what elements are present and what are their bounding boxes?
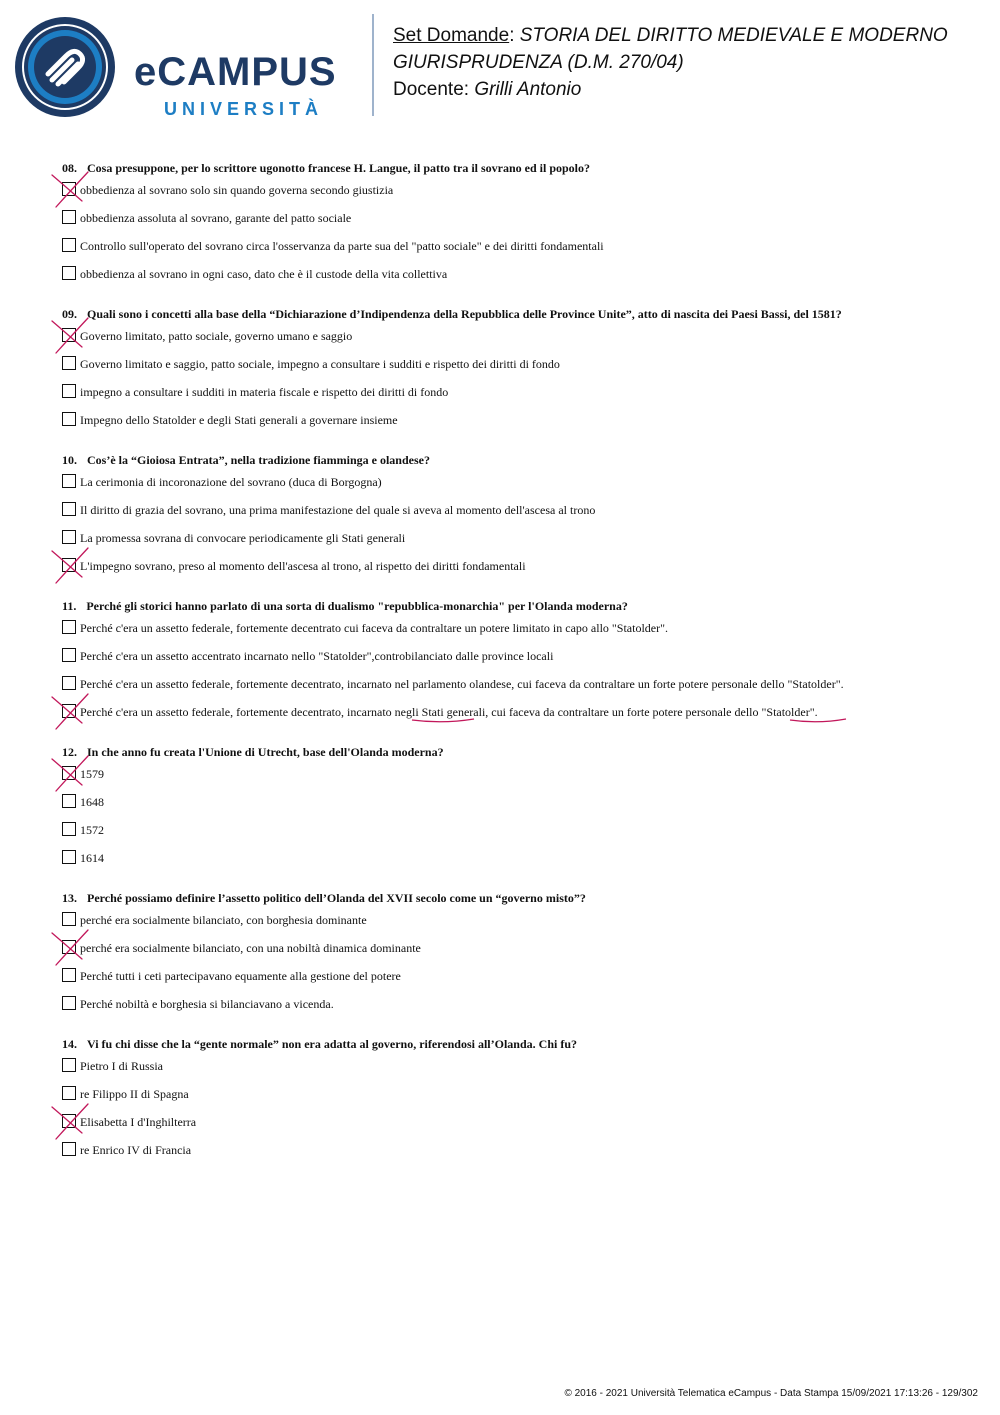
answer-option[interactable] <box>62 822 982 850</box>
answer-checkbox[interactable] <box>62 704 76 718</box>
answer-label: obbedienza al sovrano solo sin quando governa secondo giustizia <box>80 183 394 197</box>
teacher-name: Grilli Antonio <box>474 79 582 100</box>
answer-label: Controllo sull'operato del sovrano circa l'osservanza da parte sua del "patto sociale" e dei diritti fondamentali <box>80 239 604 253</box>
answer-label: 1579 <box>80 767 104 781</box>
answer-option[interactable] <box>62 940 982 968</box>
answer-label: L'impegno sovrano, preso al momento dell'ascesa al trono, al rispetto dei diritti fondamentali <box>80 559 526 573</box>
question-number: 13. <box>62 891 77 905</box>
question-number: 09. <box>62 307 77 321</box>
document-header <box>393 22 983 103</box>
answer-checkbox[interactable] <box>62 266 76 280</box>
question-number: 11. <box>62 599 77 613</box>
answer-checkbox[interactable] <box>62 412 76 426</box>
question-text <box>62 452 982 468</box>
question-label: Cos’è la “Gioiosa Entrata”, nella tradizione fiamminga e olandese? <box>87 453 430 467</box>
page-footer: © 2016 - 2021 Università Telematica eCampus - Data Stampa 15/09/2021 17:13:26 - 129/302 <box>564 1388 978 1399</box>
answer-checkbox[interactable] <box>62 794 76 808</box>
logo-wordmark: eCAMPUS <box>134 50 337 94</box>
answer-option[interactable] <box>62 412 982 440</box>
program-title: GIURISPRUDENZA (D.M. 270/04) <box>393 52 684 73</box>
answer-checkbox[interactable] <box>62 940 76 954</box>
answer-label: Pietro I di Russia <box>80 1059 163 1073</box>
answer-checkbox[interactable] <box>62 502 76 516</box>
answer-checkbox[interactable] <box>62 766 76 780</box>
teacher-label: Docente: <box>393 79 470 100</box>
answer-option[interactable] <box>62 182 982 210</box>
answer-checkbox[interactable] <box>62 384 76 398</box>
answer-option[interactable] <box>62 794 982 822</box>
answer-option[interactable] <box>62 238 982 266</box>
answer-label: 1648 <box>80 795 104 809</box>
answer-checkbox[interactable] <box>62 676 76 690</box>
ecampus-emblem-icon <box>14 16 116 118</box>
answer-label: Impegno dello Statolder e degli Stati generali a governare insieme <box>80 413 398 427</box>
set-colon: : <box>509 25 515 46</box>
answer-checkbox[interactable] <box>62 474 76 488</box>
answer-label: Governo limitato e saggio, patto sociale, impegno a consultare i sudditi e rispetto dei diritti di fondo <box>80 357 560 371</box>
answer-option[interactable] <box>62 328 982 356</box>
question-number: 12. <box>62 745 77 759</box>
answer-checkbox[interactable] <box>62 210 76 224</box>
question-label: Quali sono i concetti alla base della “Dichiarazione d’Indipendenza della Repubblica delle Province Unite”, atto di nascita dei Paesi Bassi, del 1581? <box>87 307 842 321</box>
answer-checkbox[interactable] <box>62 912 76 926</box>
answer-label: impegno a consultare i sudditi in materia fiscale e rispetto dei diritti di fondo <box>80 385 449 399</box>
answer-option[interactable] <box>62 1058 982 1086</box>
answer-label: 1614 <box>80 851 104 865</box>
answer-option[interactable] <box>62 648 982 676</box>
question-block <box>62 598 982 732</box>
question-block <box>62 452 982 586</box>
answer-label: re Enrico IV di Francia <box>80 1143 192 1157</box>
answer-checkbox[interactable] <box>62 356 76 370</box>
answer-label: re Filippo II di Spagna <box>80 1087 189 1101</box>
answer-option[interactable] <box>62 1142 982 1170</box>
answer-option[interactable] <box>62 766 982 794</box>
question-label: Cosa presuppone, per lo scrittore ugonotto francese H. Langue, il patto tra il sovrano ed il popolo? <box>87 161 591 175</box>
answer-option[interactable] <box>62 850 982 878</box>
answer-option[interactable] <box>62 996 982 1024</box>
question-list <box>62 160 982 1182</box>
answer-option[interactable] <box>62 676 982 704</box>
question-label: Perché possiamo definire l’assetto politico dell’Olanda del XVII secolo come un “governo misto”? <box>87 891 586 905</box>
answer-option[interactable] <box>62 474 982 502</box>
answer-option[interactable] <box>62 1086 982 1114</box>
answer-checkbox[interactable] <box>62 620 76 634</box>
answer-label: La cerimonia di incoronazione del sovrano (duca di Borgogna) <box>80 475 382 489</box>
answer-label: Governo limitato, patto sociale, governo umano e saggio <box>80 329 353 343</box>
answer-option[interactable] <box>62 384 982 412</box>
answer-label: Il diritto di grazia del sovrano, una prima manifestazione del quale si aveva al momento dell'ascesa al trono <box>80 503 596 517</box>
question-label: Vi fu chi disse che la “gente normale” non era adatta al governo, riferendosi all’Olanda. Chi fu? <box>87 1037 577 1051</box>
answer-checkbox[interactable] <box>62 1086 76 1100</box>
answer-checkbox[interactable] <box>62 1114 76 1128</box>
answer-label: 1572 <box>80 823 104 837</box>
answer-option[interactable] <box>62 704 982 732</box>
header-line-course <box>393 22 983 49</box>
answer-label: Perché nobiltà e borghesia si bilanciavano a vicenda. <box>80 997 334 1011</box>
answer-option[interactable] <box>62 558 982 586</box>
answer-option[interactable] <box>62 968 982 996</box>
question-block <box>62 890 982 1024</box>
question-text <box>62 890 982 906</box>
answer-option[interactable] <box>62 1114 982 1142</box>
answer-option[interactable] <box>62 266 982 294</box>
header-divider <box>372 14 374 116</box>
answer-checkbox[interactable] <box>62 182 76 196</box>
question-label: In che anno fu creata l'Unione di Utrecht, base dell'Olanda moderna? <box>87 745 444 759</box>
question-block <box>62 160 982 294</box>
answer-label: Perché tutti i ceti partecipavano equamente alla gestione del potere <box>80 969 401 983</box>
question-text <box>62 160 982 176</box>
answer-checkbox[interactable] <box>62 558 76 572</box>
answer-label: Perché c'era un assetto federale, fortemente decentrato cui faceva da contraltare un potere limitato in capo allo "Statolder". <box>80 621 669 635</box>
answer-checkbox[interactable] <box>62 996 76 1010</box>
question-text <box>62 744 982 760</box>
answer-checkbox[interactable] <box>62 648 76 662</box>
question-block <box>62 1036 982 1170</box>
answer-option[interactable] <box>62 912 982 940</box>
question-number: 14. <box>62 1037 77 1051</box>
question-text <box>62 1036 982 1052</box>
answer-label: obbedienza assoluta al sovrano, garante del patto sociale <box>80 211 352 225</box>
question-label: Perché gli storici hanno parlato di una sorta di dualismo "repubblica-monarchia" per l'Olanda moderna? <box>86 599 628 613</box>
answer-checkbox[interactable] <box>62 1058 76 1072</box>
question-number: 10. <box>62 453 77 467</box>
question-block <box>62 744 982 878</box>
answer-label: La promessa sovrana di convocare periodicamente gli Stati generali <box>80 531 406 545</box>
answer-checkbox[interactable] <box>62 850 76 864</box>
logo-subtitle: UNIVERSITÀ <box>164 99 324 119</box>
answer-option[interactable] <box>62 530 982 558</box>
answer-checkbox[interactable] <box>62 1142 76 1156</box>
answer-option[interactable] <box>62 502 982 530</box>
answer-label: obbedienza al sovrano in ogni caso, dato che è il custode della vita collettiva <box>80 267 448 281</box>
answer-checkbox[interactable] <box>62 530 76 544</box>
question-number: 08. <box>62 161 77 175</box>
answer-checkbox[interactable] <box>62 822 76 836</box>
answer-label: Perché c'era un assetto federale, fortemente decentrato, incarnato nel parlamento olandese, cui faceva da contraltare un forte potere personale dello "Statolder". <box>80 677 844 691</box>
answer-checkbox[interactable] <box>62 968 76 982</box>
header-line-teacher <box>393 76 983 103</box>
course-title: STORIA DEL DIRITTO MEDIEVALE E MODERNO <box>519 25 948 46</box>
answer-label: perché era socialmente bilanciato, con una nobiltà dinamica dominante <box>80 941 421 955</box>
question-text <box>62 306 982 322</box>
set-label: Set Domande <box>393 25 510 46</box>
answer-label: Perché c'era un assetto accentrato incarnato nello "Statolder",controbilanciato dalle province locali <box>80 649 554 663</box>
question-text <box>62 598 982 614</box>
question-block <box>62 306 982 440</box>
answer-option[interactable] <box>62 620 982 648</box>
answer-checkbox[interactable] <box>62 328 76 342</box>
answer-option[interactable] <box>62 210 982 238</box>
answer-option[interactable] <box>62 356 982 384</box>
answer-checkbox[interactable] <box>62 238 76 252</box>
ecampus-logo <box>14 16 359 118</box>
answer-label: Elisabetta I d'Inghilterra <box>80 1115 197 1129</box>
answer-label: Perché c'era un assetto federale, fortemente decentrato, incarnato negli Stati generali, cui faceva da contraltare un forte potere personale dello "Statolder". <box>80 705 818 719</box>
answer-label: perché era socialmente bilanciato, con borghesia dominante <box>80 913 367 927</box>
